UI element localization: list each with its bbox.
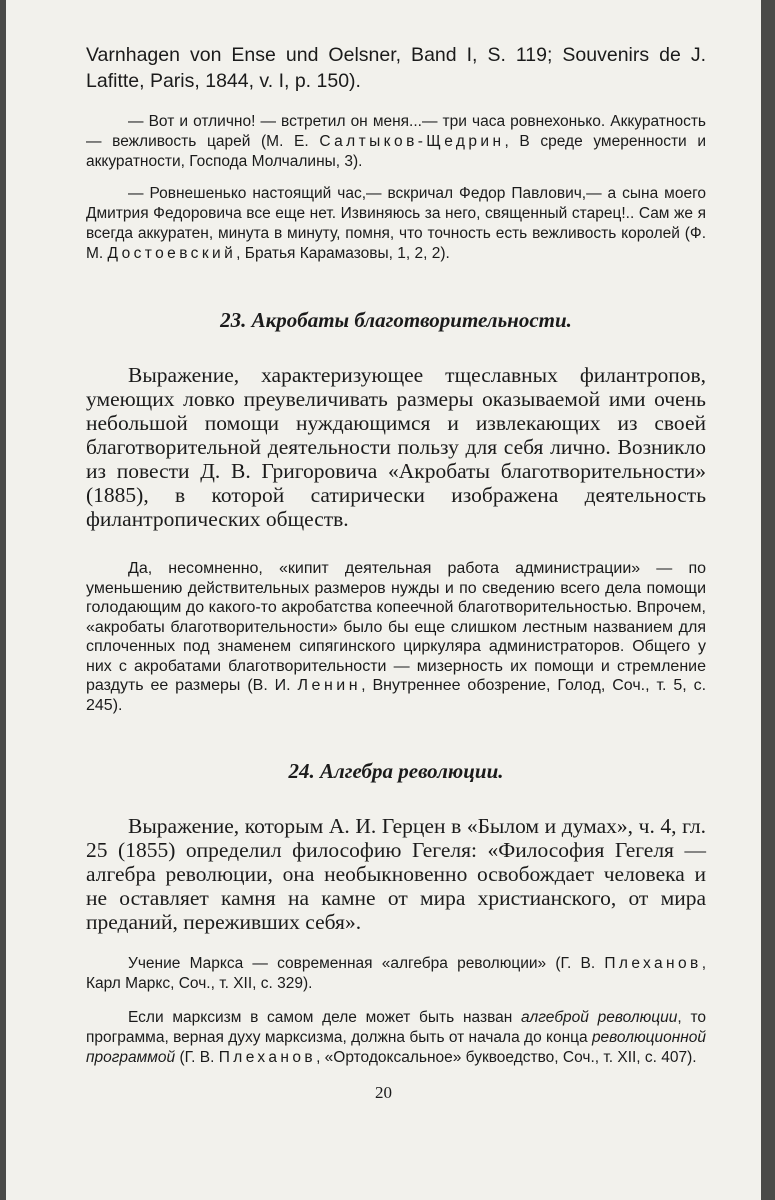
quote-source: , Внутреннее обозрение, Голод, Соч., т. 5, с. 245).	[86, 677, 707, 714]
quote-source: , «Ортодоксальное» буквоедство, Соч., т. XII, с. 407).	[316, 1049, 697, 1066]
quote-author: Плеханов	[604, 955, 702, 972]
section-23-heading: 23. Акробаты благотворительности.	[220, 308, 572, 332]
quote-emphasis: алгеброй революции	[521, 1009, 678, 1026]
quote-text: (Г. В.	[175, 1049, 219, 1066]
epigraph-quote-saltykov	[86, 112, 706, 172]
section-24-body: Выражение, которым А. И. Герцен в «Былом и думах», ч. 4, гл. 25 (1855) определил философию Гегеля: «Философия Гегеля — алгебра революции, она необыкновенно освобождает человека и не оставляет камня на камне от мира христианского, от мира преданий, переживших себя».	[86, 814, 706, 934]
section-24-quote-plekhanov-2	[86, 1008, 706, 1068]
quote-source: , Карл Маркс, Соч., т. XII, с. 329).	[86, 955, 706, 992]
quote-author: Плеханов	[218, 1049, 317, 1066]
quote-text: Если марксизм в самом деле может быть назван	[128, 1009, 522, 1026]
quote-text: Учение Маркса — современная «алгебра революции» (Г. В.	[128, 955, 605, 972]
quote-emphasis: революционной программой	[86, 1029, 707, 1066]
quote-author: Салтыков-Щедрин	[319, 133, 505, 150]
book-page	[6, 0, 761, 1200]
page-content	[86, 42, 706, 1068]
section-24-heading: 24. Алгебра революции.	[288, 759, 504, 783]
quote-source: , В среде умеренности и аккуратности, Господа Молчалины, 3).	[86, 133, 707, 170]
quote-text: , то программа, верная духу марксизма, должна быть от начала до конца	[86, 1009, 706, 1046]
section-23-body: Выражение, характеризующее тщеславных филантропов, умеющих ловко преувеличивать размеры оказываемой ими очень небольшой помощи нуждающимся и извлекающих из своей благотворительной деятельности пользу для себя лично. Возникло из повести Д. В. Григоровича «Акробаты благотворительности» (1885), в которой сатирически изображена деятельность филантропических обществ.	[86, 363, 706, 531]
section-23-quote-lenin	[86, 559, 706, 715]
quote-text: — Вот и отлично! — встретил он меня...— три часа ровнехонько. Аккуратность — вежливость царей (М. Е.	[86, 113, 706, 150]
quote-text: — Ровнешенько настоящий час,— вскричал Федор Павлович,— а сына моего Дмитрия Федоровича все еще нет. Извиняюсь за него, священный старец!.. Сам же я всегда аккуратен, минута в минуту, помня, что точность есть вежливость королей (Ф. М.	[86, 185, 706, 262]
quote-source: , Братья Карамазовы, 1, 2, 2).	[236, 245, 450, 262]
quote-text: Да, несомненно, «кипит деятельная работа администрации» — по уменьшению действительных размеров нужды и по сведению всего дела помощи голодающим до какого-то акробатства копеечной благотворительностью. Впрочем, «акробаты благотворительности» было бы еще слишком лестным названием для сплоченных под знаменем сипягинского циркуляра администраторов. Общего у них с акробатами благотворительности — мизерность их помощи и стремление раздуть ее размеры (В. И.	[86, 560, 706, 694]
continued-citation: Varnhagen von Ense und Oelsner, Band I, S. 119; Souvenirs de J. Lafitte, Paris, 1844, v. I, p. 150).	[86, 44, 706, 92]
page-number: 20	[375, 1083, 392, 1102]
quote-author: Ленин	[297, 677, 362, 694]
section-24-quote-plekhanov-1	[86, 954, 706, 994]
epigraph-quote-dostoevsky	[86, 184, 706, 264]
quote-author: Достоевский	[107, 245, 237, 262]
